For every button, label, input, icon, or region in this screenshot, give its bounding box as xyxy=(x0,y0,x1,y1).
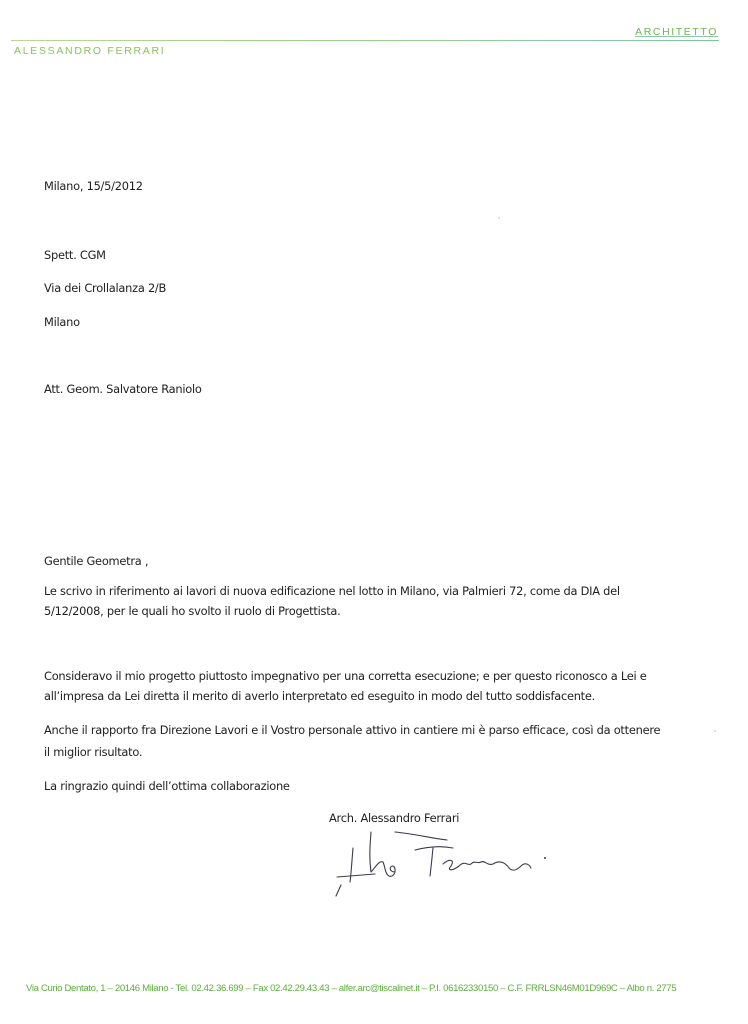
salutation: Gentile Geometra , xyxy=(44,554,149,568)
letterhead-title: ARCHITETTO xyxy=(635,26,718,38)
letterhead-rule xyxy=(11,40,719,41)
paragraph-2-line-1: Consideravo il mio progetto piuttosto impegnativo per una corretta esecuzione; e per questo riconosco a Lei e xyxy=(44,669,647,683)
paper-speck xyxy=(498,217,500,219)
signatory-name: Arch. Alessandro Ferrari xyxy=(329,811,460,825)
paragraph-3-line-2: il miglior risultato. xyxy=(44,745,143,759)
handwritten-signature xyxy=(335,830,575,900)
recipient-line-3: Milano xyxy=(44,315,80,329)
date-line: Milano, 15/5/2012 xyxy=(44,179,143,193)
letterhead-name: ALESSANDRO FERRARI xyxy=(14,45,166,57)
footer-contact: Via Curio Dentato, 1 – 20146 Milano - Tel. 02.42.36.699 – Fax 02.42.29.43.43 – alfer.arc@tiscalinet.it – P.I. 06162330150 – C.F. FRRLSN46M01D969C – Albo n. 2775 xyxy=(26,983,677,994)
closing-line: La ringrazio quindi dell’ottima collaborazione xyxy=(44,779,290,793)
recipient-line-1: Spett. CGM xyxy=(44,248,106,262)
paragraph-2-line-2: all’impresa da Lei diretta il merito di averlo interpretato ed eseguito in modo del tutto soddisfacente. xyxy=(44,689,596,703)
paragraph-3-line-1: Anche il rapporto fra Direzione Lavori e il Vostro personale attivo in cantiere mi è parso efficace, così da ottenere xyxy=(44,723,661,737)
paragraph-1-line-2: 5/12/2008, per le quali ho svolto il ruolo di Progettista. xyxy=(44,604,341,618)
recipient-attention: Att. Geom. Salvatore Raniolo xyxy=(44,382,202,396)
paragraph-1-line-1: Le scrivo in riferimento ai lavori di nuova edificazione nel lotto in Milano, via Palmieri 72, come da DIA del xyxy=(44,584,620,598)
paper-speck xyxy=(714,730,716,732)
recipient-line-2: Via dei Crollalanza 2/B xyxy=(44,281,167,295)
